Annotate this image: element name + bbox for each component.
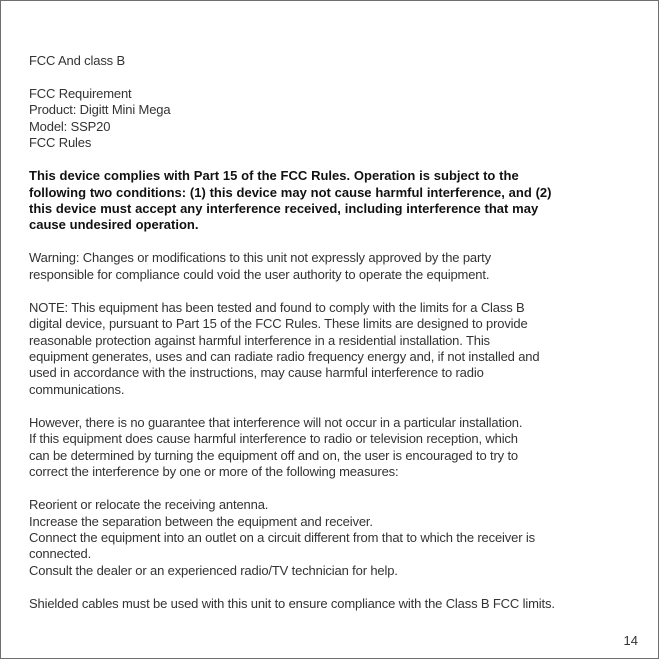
- document-body: [29, 53, 641, 629]
- note-line: used in accordance with the instructions, may cause harmful interference to radio: [29, 365, 484, 381]
- note-paragraph: [29, 300, 641, 398]
- guarantee-paragraph: [29, 415, 641, 481]
- compliance-statement: [29, 168, 641, 234]
- warning-line: Warning: Changes or modifications to this unit not expressly approved by the party: [29, 250, 491, 266]
- measure-item: Consult the dealer or an experienced radio/TV technician for help.: [29, 562, 398, 578]
- shielded-cables-paragraph: [29, 596, 641, 612]
- compliance-line: cause undesired operation.: [29, 217, 199, 233]
- page-number: 14: [623, 633, 638, 648]
- compliance-line: following two conditions: (1) this device may not cause harmful interference, and (2): [29, 184, 552, 200]
- note-line: reasonable protection against harmful interference in a residential installation. This: [29, 332, 490, 348]
- compliance-line: This device complies with Part 15 of the FCC Rules. Operation is subject to the: [29, 168, 519, 184]
- note-line: communications.: [29, 381, 125, 397]
- measures-list: [29, 497, 641, 579]
- measure-item: Reorient or relocate the receiving antenna.: [29, 497, 269, 513]
- guarantee-line: can be determined by turning the equipment off and on, the user is encouraged to try to: [29, 447, 518, 463]
- guarantee-line: correct the interference by one or more of the following measures:: [29, 464, 399, 480]
- requirement-title: FCC Requirement: [29, 86, 132, 101]
- measure-item: Connect the equipment into an outlet on a circuit different from that to which the receiver is: [29, 529, 535, 545]
- note-line: NOTE: This equipment has been tested and found to comply with the limits for a Class B: [29, 299, 525, 315]
- guarantee-line: However, there is no guarantee that interference will not occur in a particular installation.: [29, 414, 523, 430]
- fcc-class-heading: FCC And class B: [29, 53, 126, 68]
- measure-item: Increase the separation between the equipment and receiver.: [29, 513, 373, 529]
- warning-line: responsible for compliance could void the user authority to operate the equipment.: [29, 266, 490, 282]
- guarantee-line: If this equipment does cause harmful interference to radio or television reception, which: [29, 431, 518, 447]
- section-heading: [29, 53, 641, 69]
- requirement-block: [29, 86, 641, 152]
- note-line: equipment generates, uses and can radiate radio frequency energy and, if not installed and: [29, 349, 540, 365]
- model-line: Model: SSP20: [29, 118, 111, 134]
- rules-line: FCC Rules: [29, 135, 92, 151]
- product-line: Product: Digitt Mini Mega: [29, 102, 171, 118]
- shielded-cables-line: Shielded cables must be used with this unit to ensure compliance with the Class B FCC limits.: [29, 595, 555, 611]
- compliance-line: this device must accept any interference received, including interference that may: [29, 201, 539, 217]
- note-line: digital device, pursuant to Part 15 of the FCC Rules. These limits are designed to provide: [29, 316, 528, 332]
- measure-item: connected.: [29, 546, 92, 562]
- warning-paragraph: [29, 250, 641, 283]
